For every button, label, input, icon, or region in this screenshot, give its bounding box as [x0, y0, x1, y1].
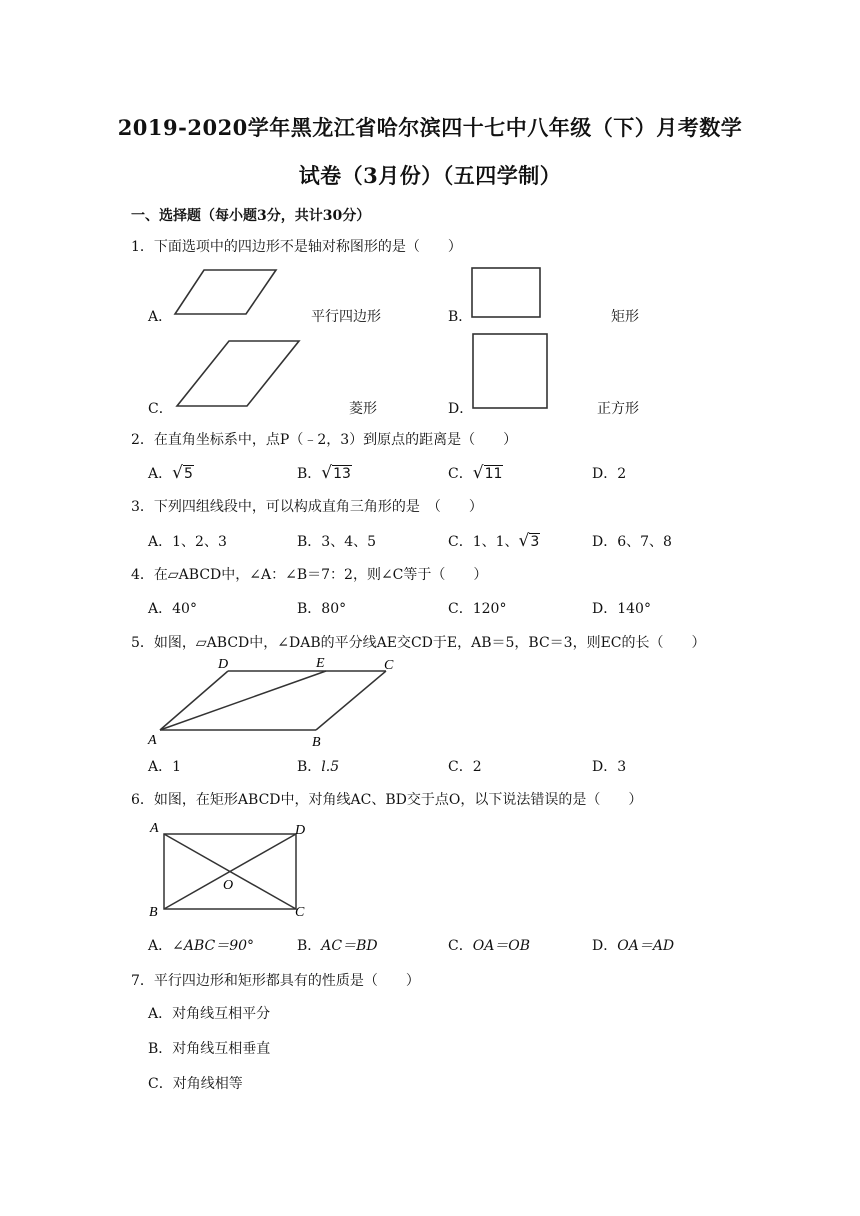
- q5-option-b-text: l.5: [321, 759, 340, 775]
- point-label-a: A: [148, 733, 157, 748]
- question-1-stem: 1．下面选项中的四边形不是轴对称图形的是（ ）: [131, 239, 462, 255]
- q3-option-b-letter: B．: [297, 534, 322, 550]
- q3-option-c-text: 1、1、: [472, 534, 519, 550]
- q7-option-c: [148, 1073, 243, 1093]
- q2-option-b-letter: B．: [297, 466, 322, 482]
- q5-option-b: [297, 756, 339, 776]
- q7-option-a-text: 对角线互相平分: [172, 1006, 271, 1022]
- q6-option-d-letter: D．: [592, 938, 618, 954]
- q3-option-c-radicand: 3: [530, 534, 540, 550]
- point-label-d: D: [218, 657, 229, 672]
- q2-option-c-radicand: 11: [484, 466, 503, 482]
- exam-title-line1: 2019-2020学年黑龙江省哈尔滨四十七中八年级（下）月考数学: [117, 115, 743, 140]
- q3-option-d-letter: D．: [592, 534, 618, 550]
- section-heading: 一、选择题（每小题3分，共计30分）: [131, 208, 371, 224]
- q1-option-d-caption: 正方形: [597, 401, 639, 417]
- q2-option-c-letter: C．: [448, 466, 473, 482]
- q6-option-c: [448, 935, 530, 955]
- q2-option-b: [297, 463, 352, 483]
- q5-option-a-letter: A．: [148, 759, 173, 775]
- q7-option-b-letter: B．: [148, 1041, 173, 1057]
- q1-option-c-letter: C．: [148, 401, 173, 417]
- q4-option-c-text: 120°: [472, 601, 507, 617]
- q4-option-b-text: 80°: [321, 601, 347, 617]
- q5-option-a: [148, 756, 181, 776]
- q3-option-c-letter: C．: [448, 534, 473, 550]
- q7-option-c-letter: C．: [148, 1076, 173, 1092]
- q4-option-b: [297, 598, 346, 618]
- q2-option-d: [592, 463, 626, 483]
- q5-option-d-letter: D．: [592, 759, 618, 775]
- q3-option-b: [297, 531, 376, 551]
- q1-option-b-letter: B．: [448, 309, 473, 325]
- q6-option-a-text: ∠ABC＝90°: [172, 938, 255, 954]
- question-3-stem: 3．下列四组线段中，可以构成直角三角形的是 （ ）: [131, 499, 483, 515]
- q4-option-d-text: 140°: [617, 601, 651, 617]
- q7-option-b-text: 对角线互相垂直: [172, 1041, 271, 1057]
- q7-option-b: [148, 1038, 270, 1058]
- q1-option-a-caption: 平行四边形: [311, 309, 381, 325]
- q3-option-b-text: 3、4、5: [321, 534, 377, 550]
- q6-option-a-letter: A．: [148, 938, 173, 954]
- q5-option-d-text: 3: [617, 759, 627, 775]
- q2-option-a: [148, 463, 194, 483]
- q4-option-a: [148, 598, 197, 618]
- q3-option-d-text: 6、7、8: [617, 534, 672, 550]
- square-figure: [471, 332, 551, 410]
- q6-option-b-letter: B．: [297, 938, 322, 954]
- q2-option-d-text: 2: [617, 466, 627, 482]
- question-2-stem: 2．在直角坐标系中，点P（﹣2，3）到原点的距离是（ ）: [131, 432, 518, 448]
- q4-option-b-letter: B．: [297, 601, 322, 617]
- question-6-stem: 6．如图，在矩形ABCD中，对角线AC、BD交于点O，以下说法错误的是（ ）: [131, 792, 643, 808]
- q2-option-a-letter: A．: [148, 466, 173, 482]
- question-7-stem: 7．平行四边形和矩形都具有的性质是（ ）: [131, 973, 420, 989]
- point-label-b: B: [312, 735, 321, 750]
- q7-option-a-letter: A．: [148, 1006, 173, 1022]
- q7-option-c-text: 对角线相等: [172, 1076, 243, 1092]
- rectangle-figure: [470, 266, 544, 320]
- rhombus-figure: [170, 338, 304, 410]
- q4-option-c-letter: C．: [448, 601, 473, 617]
- point-label-c: C: [295, 905, 305, 920]
- q2-option-b-radicand: 13: [333, 466, 351, 482]
- q6-option-a: [148, 935, 254, 955]
- sqrt-symbol: √: [518, 531, 530, 551]
- q5-option-d: [592, 756, 626, 776]
- q5-option-b-letter: B．: [297, 759, 322, 775]
- q6-option-d: [592, 935, 674, 955]
- point-label-d: D: [295, 823, 306, 838]
- q1-option-c-caption: 菱形: [349, 401, 377, 417]
- q2-option-c: [448, 463, 503, 483]
- parallelogram-figure: [170, 268, 280, 318]
- point-label-a: A: [150, 821, 159, 836]
- point-label-b: B: [149, 905, 158, 920]
- sqrt-symbol: √: [172, 463, 183, 483]
- point-label-e: E: [316, 656, 325, 671]
- q5-option-c-text: 2: [472, 759, 482, 775]
- q3-option-d: [592, 531, 672, 551]
- sqrt-symbol: √: [321, 463, 333, 483]
- q5-option-a-text: 1: [172, 759, 182, 775]
- q2-option-a-radicand: 5: [183, 466, 193, 482]
- q4-option-a-text: 40°: [172, 601, 197, 617]
- q3-option-c: [448, 531, 540, 551]
- q4-option-c: [448, 598, 506, 618]
- q6-option-d-text: OA＝AD: [617, 938, 675, 954]
- exam-title-line2: 试卷（3月份）（五四学制）: [298, 163, 562, 188]
- q6-option-b: [297, 935, 378, 955]
- point-label-o: O: [223, 878, 234, 893]
- q3-option-a-letter: A．: [148, 534, 173, 550]
- q1-option-d-letter: D．: [448, 401, 474, 417]
- q3-option-a-text: 1、2、3: [172, 534, 227, 550]
- sqrt-symbol: √: [472, 463, 484, 483]
- question-5-stem: 5．如图，▱ABCD中，∠DAB的平分线AE交CD于E，AB＝5，BC＝3，则EC的长（ ）: [131, 635, 706, 651]
- q4-option-d: [592, 598, 651, 618]
- q2-option-d-letter: D．: [592, 466, 618, 482]
- q5-option-c-letter: C．: [448, 759, 473, 775]
- q1-option-b-caption: 矩形: [611, 309, 639, 325]
- q5-option-c: [448, 756, 482, 776]
- q6-option-c-letter: C．: [448, 938, 473, 954]
- q4-option-d-letter: D．: [592, 601, 618, 617]
- point-label-c: C: [384, 658, 394, 673]
- q4-option-a-letter: A．: [148, 601, 173, 617]
- q7-option-a: [148, 1003, 270, 1023]
- q6-option-b-text: AC＝BD: [321, 938, 378, 954]
- q5-parallelogram-figure: [140, 652, 410, 750]
- q6-rectangle-figure: [145, 816, 320, 922]
- q1-option-a-letter: A．: [148, 309, 173, 325]
- q6-option-c-text: OA＝OB: [472, 938, 531, 954]
- question-4-stem: 4．在▱ABCD中，∠A：∠B＝7：2，则∠C等于（ ）: [131, 567, 488, 583]
- q3-option-a: [148, 531, 227, 551]
